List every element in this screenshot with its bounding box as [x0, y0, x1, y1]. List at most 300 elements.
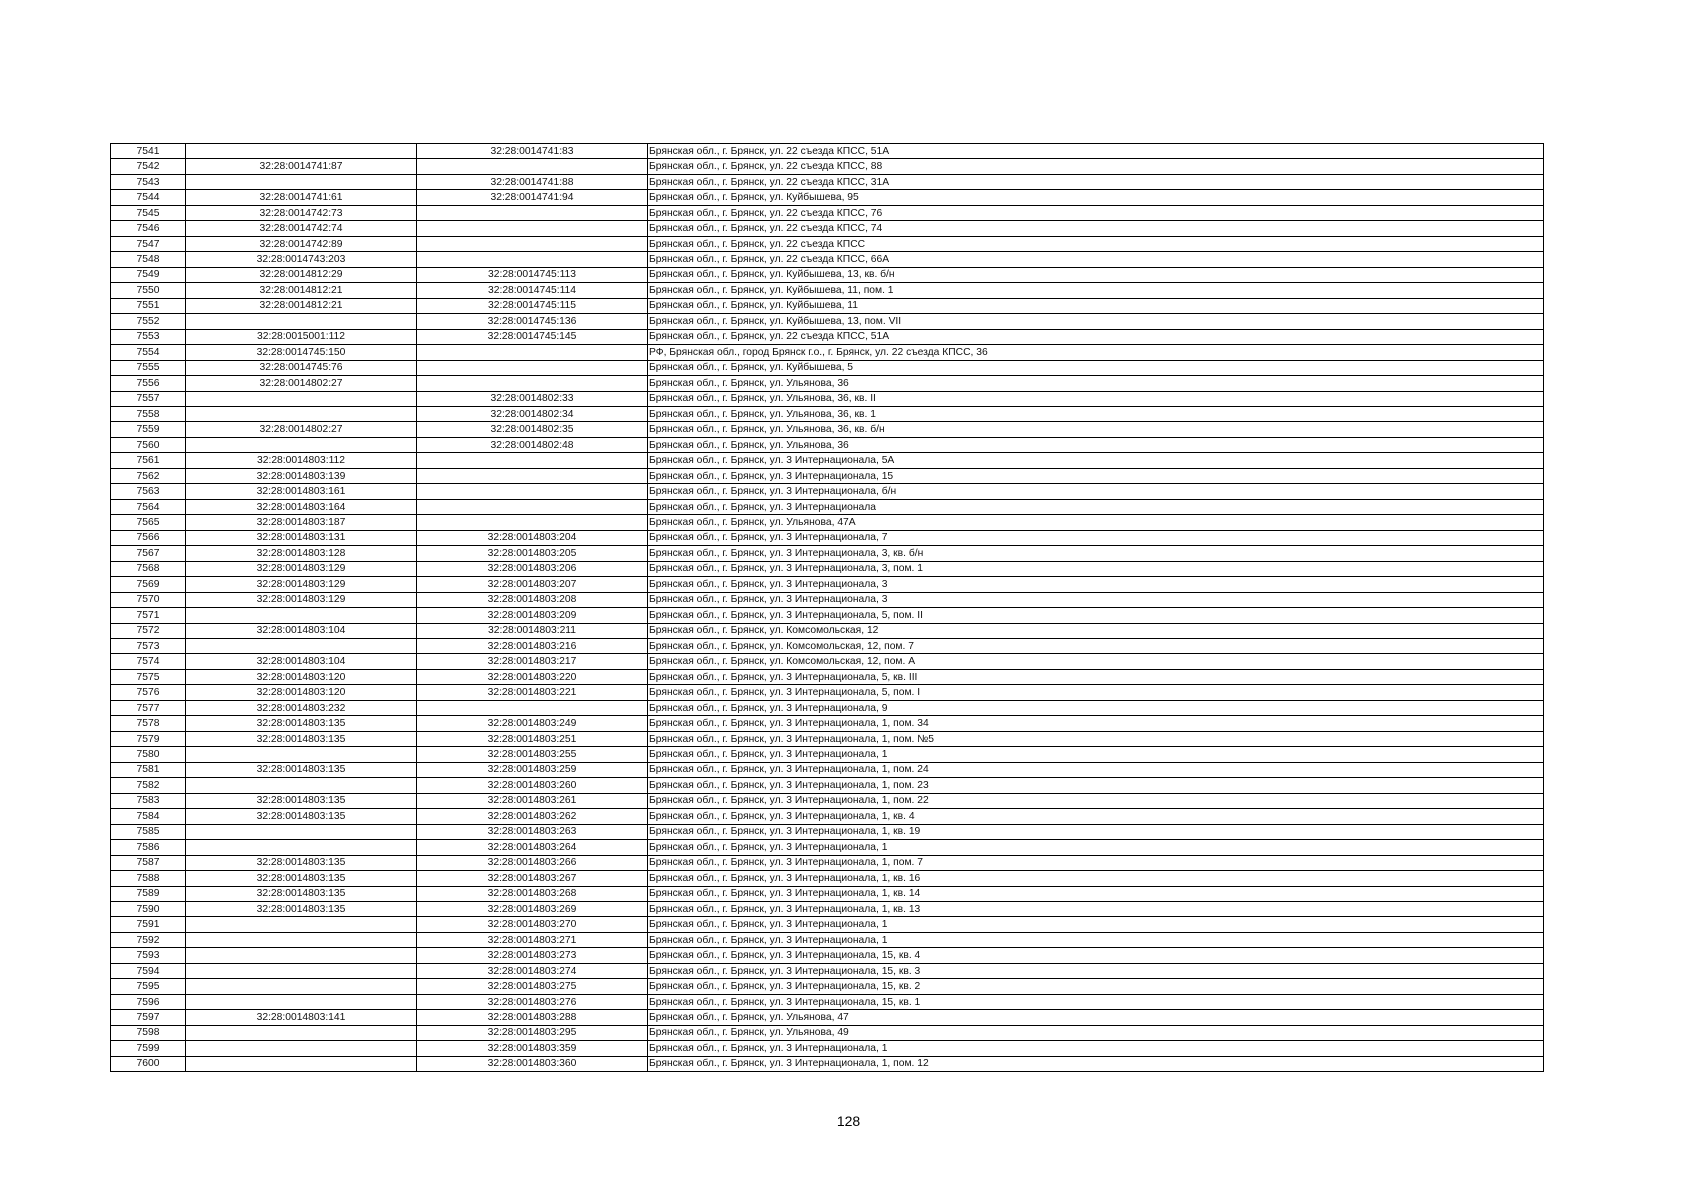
- object-number-cell: 32:28:0014803:268: [417, 886, 648, 901]
- table-row: [111, 376, 1544, 391]
- address-cell: Брянская обл., г. Брянск, ул. 3 Интернационала, 1, пом. №5: [648, 731, 1544, 746]
- address-cell: Брянская обл., г. Брянск, ул. 3 Интернационала, 15, кв. 2: [648, 979, 1544, 994]
- parcel-number-cell: [186, 144, 417, 159]
- table-row: [111, 840, 1544, 855]
- object-number-cell: 32:28:0014803:262: [417, 809, 648, 824]
- parcel-number-cell: 32:28:0014803:135: [186, 731, 417, 746]
- address-cell: Брянская обл., г. Брянск, ул. 3 Интернационала: [648, 499, 1544, 514]
- row-number-cell: 7572: [111, 623, 186, 638]
- object-number-cell: 32:28:0014745:145: [417, 329, 648, 344]
- object-number-cell: 32:28:0014803:269: [417, 901, 648, 916]
- table-row: [111, 700, 1544, 715]
- table-row: [111, 267, 1544, 282]
- address-cell: Брянская обл., г. Брянск, ул. 3 Интернационала, 5, кв. III: [648, 669, 1544, 684]
- table-row: [111, 298, 1544, 313]
- parcel-number-cell: [186, 963, 417, 978]
- row-number-cell: 7582: [111, 778, 186, 793]
- object-number-cell: 32:28:0014802:48: [417, 437, 648, 452]
- row-number-cell: 7589: [111, 886, 186, 901]
- row-number-cell: 7570: [111, 592, 186, 607]
- address-cell: Брянская обл., г. Брянск, ул. Комсомольская, 12: [648, 623, 1544, 638]
- address-cell: Брянская обл., г. Брянск, ул. 3 Интернационала, 1, пом. 34: [648, 716, 1544, 731]
- table-row: [111, 778, 1544, 793]
- row-number-cell: 7600: [111, 1056, 186, 1071]
- row-number-cell: 7575: [111, 669, 186, 684]
- table-row: [111, 994, 1544, 1009]
- object-number-cell: 32:28:0014803:255: [417, 747, 648, 762]
- object-number-cell: 32:28:0014803:288: [417, 1010, 648, 1025]
- table-row: [111, 685, 1544, 700]
- address-cell: Брянская обл., г. Брянск, ул. 22 съезда КПСС, 74: [648, 221, 1544, 236]
- object-number-cell: 32:28:0014803:261: [417, 793, 648, 808]
- object-number-cell: 32:28:0014803:208: [417, 592, 648, 607]
- address-cell: Брянская обл., г. Брянск, ул. Ульянова, 36, кв. 1: [648, 406, 1544, 421]
- table-row: [111, 577, 1544, 592]
- table-row: [111, 654, 1544, 669]
- address-cell: Брянская обл., г. Брянск, ул. 22 съезда КПСС, 76: [648, 205, 1544, 220]
- row-number-cell: 7595: [111, 979, 186, 994]
- object-number-cell: [417, 700, 648, 715]
- table-row: [111, 314, 1544, 329]
- address-cell: Брянская обл., г. Брянск, ул. Ульянова, 36: [648, 437, 1544, 452]
- parcel-number-cell: [186, 932, 417, 947]
- row-number-cell: 7563: [111, 484, 186, 499]
- object-number-cell: 32:28:0014745:115: [417, 298, 648, 313]
- row-number-cell: 7583: [111, 793, 186, 808]
- row-number-cell: 7541: [111, 144, 186, 159]
- parcel-number-cell: [186, 778, 417, 793]
- object-number-cell: 32:28:0014803:204: [417, 530, 648, 545]
- parcel-number-cell: 32:28:0014803:141: [186, 1010, 417, 1025]
- table-row: [111, 623, 1544, 638]
- table-row: [111, 592, 1544, 607]
- address-cell: Брянская обл., г. Брянск, ул. Ульянова, 36, кв. II: [648, 391, 1544, 406]
- parcel-number-cell: [186, 917, 417, 932]
- row-number-cell: 7581: [111, 762, 186, 777]
- row-number-cell: 7551: [111, 298, 186, 313]
- parcel-number-cell: [186, 824, 417, 839]
- table-row: [111, 871, 1544, 886]
- object-number-cell: 32:28:0014803:267: [417, 871, 648, 886]
- object-number-cell: 32:28:0014803:275: [417, 979, 648, 994]
- parcel-number-cell: [186, 608, 417, 623]
- row-number-cell: 7594: [111, 963, 186, 978]
- object-number-cell: 32:28:0014803:295: [417, 1025, 648, 1040]
- parcel-number-cell: [186, 979, 417, 994]
- object-number-cell: 32:28:0014803:263: [417, 824, 648, 839]
- row-number-cell: 7596: [111, 994, 186, 1009]
- parcel-number-cell: 32:28:0014803:104: [186, 623, 417, 638]
- address-cell: Брянская обл., г. Брянск, ул. 22 съезда КПСС, 51А: [648, 329, 1544, 344]
- table-row: [111, 731, 1544, 746]
- address-cell: Брянская обл., г. Брянск, ул. Ульянова, 36, кв. б/н: [648, 422, 1544, 437]
- parcel-number-cell: 32:28:0014803:128: [186, 546, 417, 561]
- object-number-cell: 32:28:0014803:274: [417, 963, 648, 978]
- object-number-cell: 32:28:0014803:259: [417, 762, 648, 777]
- row-number-cell: 7555: [111, 360, 186, 375]
- row-number-cell: 7558: [111, 406, 186, 421]
- row-number-cell: 7585: [111, 824, 186, 839]
- table-row: [111, 406, 1544, 421]
- row-number-cell: 7590: [111, 901, 186, 916]
- address-cell: Брянская обл., г. Брянск, ул. Ульянова, 47А: [648, 515, 1544, 530]
- object-number-cell: 32:28:0014745:113: [417, 267, 648, 282]
- table-row: [111, 1041, 1544, 1056]
- row-number-cell: 7584: [111, 809, 186, 824]
- row-number-cell: 7550: [111, 283, 186, 298]
- address-cell: Брянская обл., г. Брянск, ул. Ульянова, 36: [648, 376, 1544, 391]
- table-row: [111, 747, 1544, 762]
- table-row: [111, 345, 1544, 360]
- table-row: [111, 1056, 1544, 1071]
- address-cell: Брянская обл., г. Брянск, ул. 3 Интернационала, 3: [648, 592, 1544, 607]
- table-row: [111, 932, 1544, 947]
- table-row: [111, 360, 1544, 375]
- object-number-cell: [417, 360, 648, 375]
- row-number-cell: 7546: [111, 221, 186, 236]
- address-cell: Брянская обл., г. Брянск, ул. 3 Интернационала, 1, пом. 7: [648, 855, 1544, 870]
- object-number-cell: 32:28:0014803:209: [417, 608, 648, 623]
- row-number-cell: 7543: [111, 174, 186, 189]
- row-number-cell: 7559: [111, 422, 186, 437]
- table-row: [111, 716, 1544, 731]
- parcel-number-cell: 32:28:0014803:104: [186, 654, 417, 669]
- parcel-number-cell: 32:28:0014742:73: [186, 205, 417, 220]
- address-cell: Брянская обл., г. Брянск, ул. 3 Интернационала, б/н: [648, 484, 1544, 499]
- row-number-cell: 7587: [111, 855, 186, 870]
- object-number-cell: 32:28:0014741:83: [417, 144, 648, 159]
- row-number-cell: 7549: [111, 267, 186, 282]
- parcel-number-cell: 32:28:0014803:135: [186, 716, 417, 731]
- address-cell: Брянская обл., г. Брянск, ул. Куйбышева, 95: [648, 190, 1544, 205]
- table-row: [111, 793, 1544, 808]
- object-number-cell: 32:28:0014803:216: [417, 639, 648, 654]
- parcel-number-cell: 32:28:0014803:129: [186, 592, 417, 607]
- row-number-cell: 7547: [111, 236, 186, 251]
- address-cell: Брянская обл., г. Брянск, ул. 3 Интернационала, 15: [648, 468, 1544, 483]
- parcel-number-cell: 32:28:0014742:89: [186, 236, 417, 251]
- parcel-number-cell: 32:28:0014803:164: [186, 499, 417, 514]
- object-number-cell: 32:28:0014803:249: [417, 716, 648, 731]
- object-number-cell: [417, 468, 648, 483]
- parcel-number-cell: 32:28:0014803:135: [186, 901, 417, 916]
- object-number-cell: [417, 221, 648, 236]
- row-number-cell: 7569: [111, 577, 186, 592]
- parcel-number-cell: 32:28:0014812:21: [186, 283, 417, 298]
- table-row: [111, 963, 1544, 978]
- parcel-number-cell: 32:28:0014743:203: [186, 252, 417, 267]
- parcel-number-cell: 32:28:0014803:131: [186, 530, 417, 545]
- row-number-cell: 7588: [111, 871, 186, 886]
- table-row: [111, 515, 1544, 530]
- address-cell: Брянская обл., г. Брянск, ул. 3 Интернационала, 1, кв. 13: [648, 901, 1544, 916]
- parcel-number-cell: 32:28:0015001:112: [186, 329, 417, 344]
- address-cell: Брянская обл., г. Брянск, ул. 3 Интернационала, 1: [648, 932, 1544, 947]
- row-number-cell: 7567: [111, 546, 186, 561]
- address-cell: Брянская обл., г. Брянск, ул. 3 Интернационала, 5, пом. II: [648, 608, 1544, 623]
- table-row: [111, 530, 1544, 545]
- object-number-cell: 32:28:0014741:94: [417, 190, 648, 205]
- object-number-cell: 32:28:0014803:266: [417, 855, 648, 870]
- row-number-cell: 7597: [111, 1010, 186, 1025]
- object-number-cell: 32:28:0014803:271: [417, 932, 648, 947]
- row-number-cell: 7548: [111, 252, 186, 267]
- row-number-cell: 7573: [111, 639, 186, 654]
- parcel-number-cell: [186, 406, 417, 421]
- parcel-number-cell: 32:28:0014803:139: [186, 468, 417, 483]
- row-number-cell: 7599: [111, 1041, 186, 1056]
- parcel-number-cell: 32:28:0014741:87: [186, 159, 417, 174]
- object-number-cell: 32:28:0014803:251: [417, 731, 648, 746]
- row-number-cell: 7552: [111, 314, 186, 329]
- object-number-cell: [417, 376, 648, 391]
- row-number-cell: 7578: [111, 716, 186, 731]
- address-cell: Брянская обл., г. Брянск, ул. 3 Интернационала, 1, кв. 14: [648, 886, 1544, 901]
- object-number-cell: [417, 159, 648, 174]
- table-row: [111, 886, 1544, 901]
- address-cell: РФ, Брянская обл., город Брянск г.о., г. Брянск, ул. 22 съезда КПСС, 36: [648, 345, 1544, 360]
- address-cell: Брянская обл., г. Брянск, ул. 22 съезда КПСС, 66А: [648, 252, 1544, 267]
- row-number-cell: 7553: [111, 329, 186, 344]
- parcel-number-cell: [186, 174, 417, 189]
- table-row: [111, 809, 1544, 824]
- object-number-cell: 32:28:0014803:217: [417, 654, 648, 669]
- address-cell: Брянская обл., г. Брянск, ул. Ульянова, 47: [648, 1010, 1544, 1025]
- object-number-cell: [417, 345, 648, 360]
- object-number-cell: 32:28:0014803:206: [417, 561, 648, 576]
- parcel-number-cell: [186, 391, 417, 406]
- parcel-number-cell: [186, 437, 417, 452]
- row-number-cell: 7564: [111, 499, 186, 514]
- parcel-number-cell: 32:28:0014803:112: [186, 453, 417, 468]
- address-cell: Брянская обл., г. Брянск, ул. 3 Интернационала, 5А: [648, 453, 1544, 468]
- row-number-cell: 7598: [111, 1025, 186, 1040]
- address-cell: Брянская обл., г. Брянск, ул. 3 Интернационала, 1, пом. 24: [648, 762, 1544, 777]
- row-number-cell: 7560: [111, 437, 186, 452]
- parcel-number-cell: 32:28:0014803:232: [186, 700, 417, 715]
- object-number-cell: 32:28:0014802:33: [417, 391, 648, 406]
- table-row: [111, 283, 1544, 298]
- address-cell: Брянская обл., г. Брянск, ул. 3 Интернационала, 1: [648, 917, 1544, 932]
- object-number-cell: 32:28:0014803:270: [417, 917, 648, 932]
- parcel-number-cell: 32:28:0014803:135: [186, 855, 417, 870]
- object-number-cell: 32:28:0014745:136: [417, 314, 648, 329]
- table-row: [111, 608, 1544, 623]
- address-cell: Брянская обл., г. Брянск, ул. 22 съезда КПСС, 31А: [648, 174, 1544, 189]
- address-cell: Брянская обл., г. Брянск, ул. 3 Интернационала, 15, кв. 1: [648, 994, 1544, 1009]
- object-number-cell: 32:28:0014803:359: [417, 1041, 648, 1056]
- address-cell: Брянская обл., г. Брянск, ул. Куйбышева, 5: [648, 360, 1544, 375]
- parcel-number-cell: [186, 994, 417, 1009]
- address-cell: Брянская обл., г. Брянск, ул. 3 Интернационала, 5, пом. I: [648, 685, 1544, 700]
- object-number-cell: [417, 515, 648, 530]
- table-row: [111, 561, 1544, 576]
- table-row: [111, 917, 1544, 932]
- table-row: [111, 252, 1544, 267]
- table-row: [111, 979, 1544, 994]
- table-row: [111, 499, 1544, 514]
- object-number-cell: 32:28:0014803:207: [417, 577, 648, 592]
- row-number-cell: 7562: [111, 468, 186, 483]
- object-number-cell: 32:28:0014803:273: [417, 948, 648, 963]
- parcel-number-cell: [186, 1025, 417, 1040]
- parcel-number-cell: 32:28:0014803:135: [186, 793, 417, 808]
- row-number-cell: 7545: [111, 205, 186, 220]
- parcel-number-cell: 32:28:0014803:120: [186, 685, 417, 700]
- parcel-number-cell: [186, 747, 417, 762]
- table-row: [111, 948, 1544, 963]
- row-number-cell: 7568: [111, 561, 186, 576]
- address-cell: Брянская обл., г. Брянск, ул. Куйбышева, 11, пом. 1: [648, 283, 1544, 298]
- address-cell: Брянская обл., г. Брянск, ул. 22 съезда КПСС, 51А: [648, 144, 1544, 159]
- address-cell: Брянская обл., г. Брянск, ул. 3 Интернационала, 3: [648, 577, 1544, 592]
- object-number-cell: [417, 205, 648, 220]
- table-row: [111, 391, 1544, 406]
- parcel-number-cell: 32:28:0014745:76: [186, 360, 417, 375]
- row-number-cell: 7557: [111, 391, 186, 406]
- parcel-number-cell: 32:28:0014803:135: [186, 809, 417, 824]
- address-cell: Брянская обл., г. Брянск, ул. Куйбышева, 13, пом. VII: [648, 314, 1544, 329]
- table-row: [111, 484, 1544, 499]
- table-row: [111, 1025, 1544, 1040]
- object-number-cell: 32:28:0014803:276: [417, 994, 648, 1009]
- object-number-cell: 32:28:0014803:205: [417, 546, 648, 561]
- row-number-cell: 7591: [111, 917, 186, 932]
- table-row: [111, 1010, 1544, 1025]
- object-number-cell: 32:28:0014802:34: [417, 406, 648, 421]
- table-row: [111, 236, 1544, 251]
- object-number-cell: [417, 252, 648, 267]
- address-cell: Брянская обл., г. Брянск, ул. 3 Интернационала, 1, кв. 16: [648, 871, 1544, 886]
- row-number-cell: 7565: [111, 515, 186, 530]
- object-number-cell: [417, 236, 648, 251]
- table-row: [111, 221, 1544, 236]
- parcel-number-cell: [186, 314, 417, 329]
- address-cell: Брянская обл., г. Брянск, ул. 3 Интернационала, 1, кв. 4: [648, 809, 1544, 824]
- table-row: [111, 144, 1544, 159]
- table-row: [111, 437, 1544, 452]
- table-row: [111, 824, 1544, 839]
- table-row: [111, 159, 1544, 174]
- address-cell: Брянская обл., г. Брянск, ул. 3 Интернационала, 7: [648, 530, 1544, 545]
- parcel-number-cell: [186, 639, 417, 654]
- object-number-cell: 32:28:0014745:114: [417, 283, 648, 298]
- object-number-cell: 32:28:0014803:220: [417, 669, 648, 684]
- table-body: [111, 144, 1544, 1072]
- parcel-number-cell: 32:28:0014745:150: [186, 345, 417, 360]
- parcel-number-cell: 32:28:0014742:74: [186, 221, 417, 236]
- row-number-cell: 7574: [111, 654, 186, 669]
- row-number-cell: 7579: [111, 731, 186, 746]
- parcel-number-cell: 32:28:0014803:135: [186, 871, 417, 886]
- parcel-number-cell: 32:28:0014803:135: [186, 886, 417, 901]
- parcel-number-cell: 32:28:0014803:187: [186, 515, 417, 530]
- address-cell: Брянская обл., г. Брянск, ул. 3 Интернационала, 15, кв. 3: [648, 963, 1544, 978]
- object-number-cell: [417, 499, 648, 514]
- address-cell: Брянская обл., г. Брянск, ул. Ульянова, 49: [648, 1025, 1544, 1040]
- parcel-number-cell: [186, 840, 417, 855]
- object-number-cell: 32:28:0014803:264: [417, 840, 648, 855]
- table-row: [111, 205, 1544, 220]
- parcel-number-cell: 32:28:0014812:21: [186, 298, 417, 313]
- parcel-number-cell: 32:28:0014803:129: [186, 577, 417, 592]
- address-cell: Брянская обл., г. Брянск, ул. 3 Интернационала, 1, пом. 23: [648, 778, 1544, 793]
- object-number-cell: 32:28:0014802:35: [417, 422, 648, 437]
- address-cell: Брянская обл., г. Брянск, ул. 3 Интернационала, 1: [648, 1041, 1544, 1056]
- parcel-number-cell: 32:28:0014803:129: [186, 561, 417, 576]
- parcel-number-cell: 32:28:0014803:120: [186, 669, 417, 684]
- address-cell: Брянская обл., г. Брянск, ул. 3 Интернационала, 1, пом. 12: [648, 1056, 1544, 1071]
- row-number-cell: 7571: [111, 608, 186, 623]
- table-row: [111, 901, 1544, 916]
- parcel-number-cell: 32:28:0014802:27: [186, 376, 417, 391]
- table-row: [111, 453, 1544, 468]
- object-number-cell: 32:28:0014803:211: [417, 623, 648, 638]
- table-row: [111, 190, 1544, 205]
- parcel-number-cell: [186, 948, 417, 963]
- address-cell: Брянская обл., г. Брянск, ул. 22 съезда КПСС, 88: [648, 159, 1544, 174]
- parcel-number-cell: 32:28:0014741:61: [186, 190, 417, 205]
- row-number-cell: 7576: [111, 685, 186, 700]
- row-number-cell: 7544: [111, 190, 186, 205]
- parcel-number-cell: 32:28:0014803:135: [186, 762, 417, 777]
- address-cell: Брянская обл., г. Брянск, ул. 3 Интернационала, 1, пом. 22: [648, 793, 1544, 808]
- object-number-cell: [417, 484, 648, 499]
- table-row: [111, 669, 1544, 684]
- row-number-cell: 7566: [111, 530, 186, 545]
- address-cell: Брянская обл., г. Брянск, ул. 3 Интернационала, 3, кв. б/н: [648, 546, 1544, 561]
- address-cell: Брянская обл., г. Брянск, ул. 3 Интернационала, 3, пом. 1: [648, 561, 1544, 576]
- address-cell: Брянская обл., г. Брянск, ул. 3 Интернационала, 1, кв. 19: [648, 824, 1544, 839]
- page-number: 128: [836, 1113, 861, 1129]
- table-row: [111, 422, 1544, 437]
- address-cell: Брянская обл., г. Брянск, ул. 3 Интернационала, 9: [648, 700, 1544, 715]
- object-number-cell: 32:28:0014803:260: [417, 778, 648, 793]
- address-cell: Брянская обл., г. Брянск, ул. Комсомольская, 12, пом. 7: [648, 639, 1544, 654]
- row-number-cell: 7556: [111, 376, 186, 391]
- row-number-cell: 7561: [111, 453, 186, 468]
- row-number-cell: 7586: [111, 840, 186, 855]
- object-number-cell: [417, 453, 648, 468]
- table-row: [111, 468, 1544, 483]
- object-number-cell: 32:28:0014803:221: [417, 685, 648, 700]
- object-number-cell: 32:28:0014741:88: [417, 174, 648, 189]
- object-number-cell: 32:28:0014803:360: [417, 1056, 648, 1071]
- row-number-cell: 7554: [111, 345, 186, 360]
- row-number-cell: 7542: [111, 159, 186, 174]
- table-row: [111, 329, 1544, 344]
- table-row: [111, 174, 1544, 189]
- table-row: [111, 546, 1544, 561]
- address-cell: Брянская обл., г. Брянск, ул. Куйбышева, 11: [648, 298, 1544, 313]
- address-cell: Брянская обл., г. Брянск, ул. 22 съезда КПСС: [648, 236, 1544, 251]
- row-number-cell: 7592: [111, 932, 186, 947]
- address-cell: Брянская обл., г. Брянск, ул. Комсомольская, 12, пом. А: [648, 654, 1544, 669]
- row-number-cell: 7577: [111, 700, 186, 715]
- table-row: [111, 762, 1544, 777]
- row-number-cell: 7593: [111, 948, 186, 963]
- parcel-number-cell: 32:28:0014803:161: [186, 484, 417, 499]
- table-row: [111, 855, 1544, 870]
- parcel-number-cell: 32:28:0014802:27: [186, 422, 417, 437]
- table-row: [111, 639, 1544, 654]
- address-cell: Брянская обл., г. Брянск, ул. Куйбышева, 13, кв. б/н: [648, 267, 1544, 282]
- row-number-cell: 7580: [111, 747, 186, 762]
- parcel-number-cell: 32:28:0014812:29: [186, 267, 417, 282]
- address-cell: Брянская обл., г. Брянск, ул. 3 Интернационала, 1: [648, 747, 1544, 762]
- parcel-number-cell: [186, 1041, 417, 1056]
- data-table: [110, 143, 1544, 1072]
